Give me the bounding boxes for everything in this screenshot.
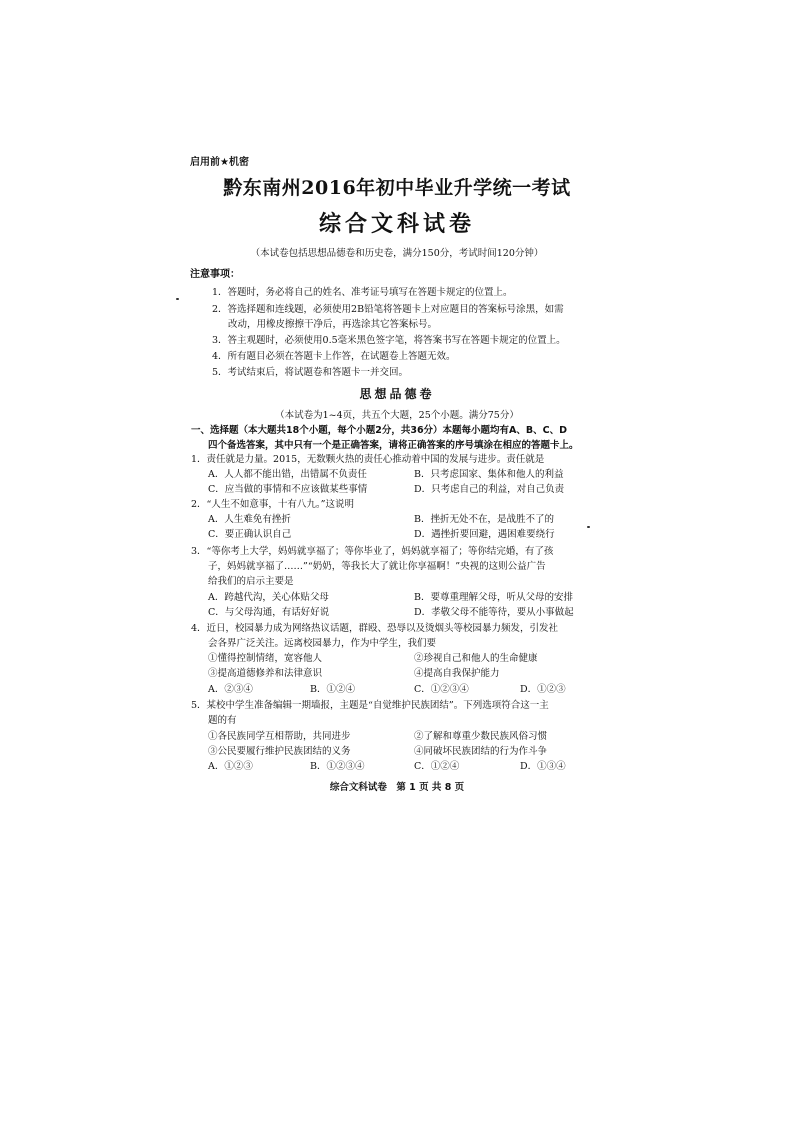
notice-item-4: 4．所有题目必须在答题卡上作答，在试题卷上答题无效。 xyxy=(212,351,456,362)
question-3-stem-line3: 给我们的启示主要是 xyxy=(208,576,294,587)
part-heading-line1: 一、选择题（本大题共18个小题，每个小题2分，共36分）本题每小题均有A、B、C、D xyxy=(191,425,568,436)
question-4-option-a: A．②③④ xyxy=(208,684,253,695)
question-1-option-d: D．只考虑自己的利益，对自己负责 xyxy=(414,484,565,495)
question-2-stem: 2．“人生不如意事，十有八九。”这说明 xyxy=(191,499,355,510)
question-3-stem-line1: 3．“等你考上大学，妈妈就享福了；等你毕业了，妈妈就享福了；等你结完婚，有了孩 xyxy=(191,546,554,557)
scan-speck xyxy=(587,526,590,528)
question-1-option-b: B．只考虑国家、集体和他人的利益 xyxy=(414,469,564,480)
section-info: （本试卷为1~4页，共五个大题，25个小题。满分75分） xyxy=(275,410,519,421)
question-4-statement-1: ①懂得控制情绪，宽容他人 xyxy=(208,653,323,664)
question-4-stem-line2: 会各界广泛关注。远离校园暴力，作为中学生，我们要 xyxy=(208,638,437,649)
question-5-statement-2: ②了解和尊重少数民族风俗习惯 xyxy=(414,731,548,742)
question-1-option-c: C．应当做的事情和不应该做某些事情 xyxy=(208,484,368,495)
question-5-option-c: C．①②④ xyxy=(414,761,460,772)
question-4-statement-2: ②珍视自己和他人的生命健康 xyxy=(414,653,538,664)
question-1-option-a: A．人人都不能出错，出错属不负责任 xyxy=(208,469,367,480)
notice-item-1: 1．答题时，务必将自己的姓名、准考证号填写在答题卡规定的位置上。 xyxy=(212,287,513,298)
question-5-option-d: D．①③④ xyxy=(520,761,566,772)
notice-title: 注意事项： xyxy=(190,269,240,280)
question-3-option-a: A．跨越代沟，关心体贴父母 xyxy=(208,592,329,603)
notice-item-2: 2．答选择题和连线题，必须使用2B铅笔将答题卡上对应题目的答案标号涂黑，如需 xyxy=(212,304,564,315)
page-footer: 综合文科试卷 第 1 页 共 8 页 xyxy=(329,782,465,793)
question-4-stem-line1: 4．近日，校园暴力成为网络热议话题，群殴、恐辱以及烫烟头等校园暴力频发，引发社 xyxy=(191,623,559,634)
question-5-option-b: B．①②③④ xyxy=(310,761,365,772)
section-title: 思想品德卷 xyxy=(359,387,435,401)
question-3-option-d: D．孝敬父母不能等待，要从小事做起 xyxy=(414,607,574,618)
question-4-option-b: B．①②④ xyxy=(310,684,355,695)
question-3-stem-line2: 子，妈妈就享福了……”“奶奶，等我长大了就让你享福啊！”央视的这则公益广告 xyxy=(208,561,546,572)
question-4-statement-3: ③提高道德修养和法律意识 xyxy=(208,668,323,679)
notice-item-2-cont: 改动，用橡皮擦擦干净后，再选涂其它答案标号。 xyxy=(228,319,438,330)
question-3-option-c: C．与父母沟通，有话好好说 xyxy=(208,607,330,618)
question-5-statement-1: ①各民族同学互相帮助，共同进步 xyxy=(208,731,351,742)
question-5-statement-4: ④同破坏民族团结的行为作斗争 xyxy=(414,746,548,757)
question-4-option-d: D．①②③ xyxy=(520,684,566,695)
question-2-option-b: B．挫折无处不在，是战胜不了的 xyxy=(414,514,554,525)
question-2-option-c: C．要正确认识自己 xyxy=(208,529,292,540)
scan-speck xyxy=(176,298,179,300)
exam-subtitle: 综合文科试卷 xyxy=(318,212,475,237)
question-3-option-b: B．要尊重理解父母，听从父母的安排 xyxy=(414,592,573,603)
exam-scope: （本试卷包括思想品德卷和历史卷，满分150分，考试时间120分钟） xyxy=(250,248,544,259)
exam-title: 黔东南州2016年初中毕业升学统一考试 xyxy=(223,177,571,199)
question-5-stem-line1: 5．某校中学生准备编辑一期墙报，主题是“自觉维护民族团结”。下列选项符合这一主 xyxy=(191,700,549,711)
question-1-stem: 1．责任就是力量。2015，无数颗火热的责任心推动着中国的发展与进步。责任就是 xyxy=(191,454,545,465)
notice-item-5: 5．考试结束后，将试题卷和答题卡一并交回。 xyxy=(212,367,409,378)
question-2-option-a: A．人生难免有挫折 xyxy=(208,514,291,525)
confidential-label: 启用前★机密 xyxy=(190,157,249,168)
question-5-option-a: A．①②③ xyxy=(208,761,253,772)
question-4-option-c: C．①②③④ xyxy=(414,684,469,695)
question-5-statement-3: ③公民要履行维护民族团结的义务 xyxy=(208,746,351,757)
question-4-statement-4: ④提高自我保护能力 xyxy=(414,668,500,679)
notice-item-3: 3．答主观题时，必须使用0.5毫米黑色签字笔，将答案书写在答题卡规定的位置上。 xyxy=(212,335,566,346)
question-5-stem-line2: 题的有 xyxy=(208,715,237,726)
part-heading-line2: 四个备选答案，其中只有一个是正确答案，请将正确答案的序号填涂在相应的答题卡上。 xyxy=(208,440,579,451)
question-2-option-d: D．遇挫折要回避，遇困难要绕行 xyxy=(414,529,555,540)
